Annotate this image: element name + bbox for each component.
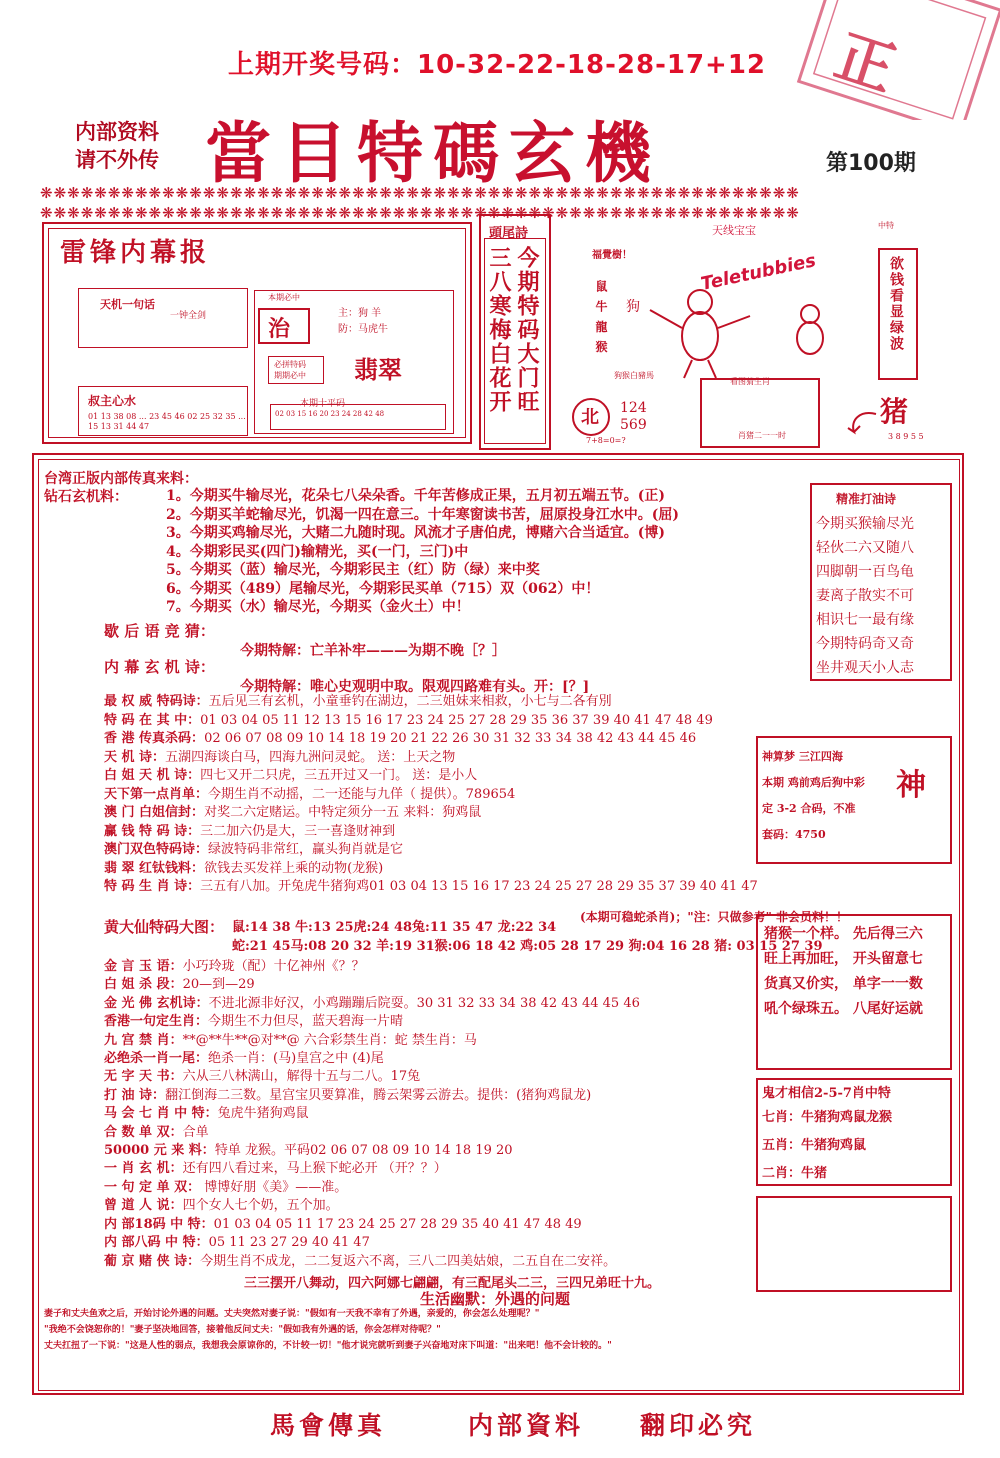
guess-sub: 肖猪二一一时 bbox=[738, 431, 786, 440]
stamp-char: 正 bbox=[827, 21, 904, 105]
mid-poem-line: 旺上再加旺， 开头留意七 bbox=[764, 951, 923, 967]
row-text: 博博好朋《美》——准。 bbox=[200, 1179, 348, 1195]
row-label: 内 部18码 中 特： bbox=[104, 1216, 214, 1232]
row-text: 20—到—29 bbox=[182, 977, 255, 993]
row-text: **@**牛**@对**@ 六合彩禁生肖：蛇 禁生肖：马 bbox=[182, 1032, 477, 1048]
row-label: 曾 道 人 说： bbox=[104, 1198, 183, 1214]
jing-line1: 必拼特码 bbox=[274, 360, 306, 369]
info-row bbox=[104, 1105, 640, 1123]
zodiac-lines bbox=[338, 306, 388, 338]
star-divider-top: ❋❋❋❋❋❋❋❋❋❋❋❋❋❋❋❋❋❋❋❋❋❋❋❋❋❋❋❋❋❋❋❋❋❋❋❋❋❋❋❋❋❋❋❋❋❋❋❋❋❋❋❋❋❋❋❋ bbox=[40, 184, 800, 202]
gui-lines bbox=[762, 1104, 892, 1188]
info-row bbox=[104, 1032, 640, 1050]
diamond-items bbox=[166, 487, 679, 617]
pingma-label: 本期十平码 bbox=[300, 399, 346, 409]
diamond-item: 1。今期买牛输尽光，花朵七八朵朵香。千年苦修成正果，五月初五端五节。(正) bbox=[166, 488, 665, 504]
row-text: 六从三八林满山，解得十五与二八。17兔 bbox=[182, 1069, 421, 1085]
info-row bbox=[104, 823, 758, 842]
right-vert-text: 欲钱看显绿波 bbox=[888, 256, 904, 352]
row-label: 打 油 诗： bbox=[104, 1087, 166, 1103]
row-label: 葡 京 赌 侠 诗： bbox=[104, 1253, 201, 1269]
last-poem-line: 三三摆开八舞动，四六阿娜七翩翩，有三配尾头二三，三四兄弟旺十九。 bbox=[244, 1276, 661, 1291]
side-poem-line: 相识七一最有缘 bbox=[816, 612, 914, 628]
row-label: 最 权 威 特码诗： bbox=[104, 694, 209, 709]
teletubbies-top: 天线宝宝 bbox=[712, 224, 756, 237]
huang-note: (本期可稳蛇杀肖)；"注：只做参考" 非会员料！！ bbox=[580, 910, 849, 924]
star-divider-bottom: ❋❋❋❋❋❋❋❋❋❋❋❋❋❋❋❋❋❋❋❋❋❋❋❋❋❋❋❋❋❋❋❋❋❋❋❋❋❋❋❋❋❋❋❋❋❋❋❋❋❋❋❋❋❋❋❋ bbox=[40, 204, 800, 222]
row-label: 香 港 传真杀码： bbox=[104, 731, 205, 746]
diamond-item: 4。今期彩民买(四门)输精光，买(一门，三门)中 bbox=[166, 543, 469, 560]
side-poem-title: 精准打油诗 bbox=[836, 492, 897, 506]
jing-text bbox=[274, 359, 306, 381]
row-label: 内 部八码 中 特： bbox=[104, 1235, 209, 1251]
pingma-numbers: 02 03 15 16 20 23 24 28 42 48 bbox=[275, 410, 385, 418]
neimu-title: 雷锋内幕报 bbox=[60, 238, 211, 268]
humor-title: 生活幽默：外遇的问题 bbox=[420, 1290, 571, 1308]
info-row bbox=[104, 1087, 640, 1105]
row-text: 欲钱去买发祥上乘的动物(龙猴) bbox=[204, 860, 384, 876]
info-row bbox=[104, 1068, 640, 1086]
zodiac-guard: 防：马虎牛 bbox=[338, 324, 388, 335]
diamond-item: 3。今期买鸡输尽光，大赌二九随时现。风流才子唐伯虎，博赌六合当适宜。(博) bbox=[166, 525, 665, 541]
row-label: 赢 钱 特 码 诗： bbox=[104, 823, 201, 839]
main-title: 當目特碼玄機 bbox=[205, 114, 661, 192]
rows-block-1 bbox=[104, 693, 758, 897]
huang-line1: 鼠:14 38 牛:13 25虎:24 48兔:11 35 47 龙:22 34 bbox=[232, 920, 557, 935]
zhu-char: 猪 bbox=[880, 395, 909, 428]
row-text: 今期生肖不动摇，二一还能与九佯（ 提供）。789654 bbox=[208, 786, 516, 802]
info-row bbox=[104, 1142, 640, 1160]
bei-number-2: 569 bbox=[620, 417, 647, 433]
corner-stamp bbox=[790, 0, 1000, 120]
mid-poem-line: 猪猴一个样。 先后得三六 bbox=[764, 926, 923, 942]
pic-mid-label: 狗猴白豬馬 bbox=[614, 371, 654, 380]
diamond-item: 7。今期买（水）输尽光，今期买（金火土）中！ bbox=[166, 599, 470, 615]
info-row bbox=[104, 712, 758, 731]
bei-char: 北 bbox=[581, 407, 599, 428]
info-row bbox=[104, 1197, 640, 1215]
gou-label: 狗 bbox=[626, 299, 640, 315]
row-text: 01 03 04 05 11 17 23 24 25 27 28 29 35 40 41 47 48 49 bbox=[213, 1216, 582, 1232]
row-text: 四个女人七个奶，五个加。 bbox=[182, 1198, 339, 1214]
side-poem-line: 坐井观天小人志 bbox=[816, 660, 914, 676]
zhu-sub: 3 8 9 5 5 bbox=[888, 432, 924, 441]
shen-line: 定 3-2 合码，不准 bbox=[762, 802, 856, 815]
row-text: 还有四八看过来，马上猴下蛇必开 （开？？） bbox=[182, 1161, 447, 1177]
bei-numbers bbox=[620, 400, 647, 434]
intro-line1: 台湾正版内部传真来料： bbox=[44, 471, 198, 487]
bei-number-1: 124 bbox=[620, 400, 647, 416]
row-text: 小巧玲珑（配）十亿神州《？？ bbox=[182, 959, 365, 974]
row-text: 翻江倒海二三数。星宫宝贝要算准，腾云架雾云游去。提供：(猪狗鸡鼠龙) bbox=[165, 1087, 592, 1103]
row-label: 翡 翠 红钛钱料： bbox=[104, 860, 205, 876]
info-row bbox=[104, 958, 640, 976]
info-row bbox=[104, 1013, 640, 1031]
info-row bbox=[104, 1234, 640, 1252]
teletubbies-figures bbox=[640, 280, 850, 380]
row-text: 不进北源非好汉，小鸡蹦蹦后院耍。30 31 32 33 34 38 42 43 44 45 46 bbox=[208, 995, 640, 1011]
shen-big-char: 神 bbox=[896, 768, 926, 803]
huang-line2: 蛇:21 45马:08 20 32 羊:19 31猴:06 18 42 鸡:05 28 17 29 狗:04 16 28 猪: 03 15 27 39 bbox=[232, 939, 823, 954]
intro-line2: 钻石玄机料： bbox=[44, 489, 128, 505]
neimu-poem-label: 内 幕 玄 机 诗： bbox=[104, 658, 215, 676]
row-label: 金 光 佛 玄机诗： bbox=[104, 995, 209, 1011]
info-row bbox=[104, 1124, 640, 1142]
mid-poem-line: 货真又价实， 单字一一数 bbox=[764, 976, 923, 992]
zhi-char: 治 bbox=[268, 316, 291, 342]
gui-title: 鬼才相信2-5-7肖中特 bbox=[762, 1086, 891, 1101]
acrostic-line2: 三八寒梅白花开 bbox=[486, 246, 512, 414]
mid-poem-line: 吼个绿珠五。 八尾好运就 bbox=[764, 1001, 923, 1017]
row-text: 01 03 04 05 11 12 13 15 16 17 23 24 25 27 28 29 35 36 37 39 40 41 47 48 49 bbox=[200, 712, 713, 728]
side-poem bbox=[816, 512, 914, 680]
info-row bbox=[104, 1216, 640, 1234]
row-text: 四七又开二只虎，三五开过又一门。 送：是小人 bbox=[200, 768, 478, 783]
info-row bbox=[104, 767, 758, 786]
side-poem-line: 妻离子散实不可 bbox=[816, 588, 914, 604]
info-row bbox=[104, 1160, 640, 1178]
neimu-poem-text: 今期特解：唯心史观明中取。限观四路难有头。开：[？] bbox=[240, 679, 590, 695]
info-row bbox=[104, 860, 758, 879]
info-row bbox=[104, 976, 640, 994]
row-label: 必绝杀一肖一尾： bbox=[104, 1051, 209, 1067]
row-text: 五后见三有玄机，小童垂钓在湖边，二三姐妹来相救，小七与二各有別 bbox=[208, 694, 612, 709]
ben-label: 本期必中 bbox=[268, 293, 300, 302]
info-row bbox=[104, 1253, 640, 1271]
row-label: 香港一句定生肖： bbox=[104, 1014, 209, 1030]
gui-line: 二肖：牛猪 bbox=[762, 1166, 828, 1181]
internal-note-line2: 请不外传 bbox=[75, 147, 159, 172]
arrow-icon bbox=[846, 406, 880, 436]
row-text: 兔虎牛猪狗鸡鼠 bbox=[217, 1106, 309, 1122]
info-row bbox=[104, 786, 758, 805]
diamond-item: 2。今期买羊蛇输尽光，饥渴一四在意三。十年寒窗读书苦，屈原投身江水中。(屈) bbox=[166, 506, 679, 523]
zodiac-main: 主：狗 羊 bbox=[338, 308, 382, 319]
internal-note-line1: 内部资料 bbox=[75, 119, 159, 144]
info-row bbox=[104, 804, 758, 823]
row-label: 金 言 玉 语： bbox=[104, 959, 183, 974]
row-label: 天 机 诗： bbox=[104, 749, 166, 765]
humor-story bbox=[44, 1306, 612, 1354]
gui-line: 五肖：牛猪狗鸡鼠 bbox=[762, 1138, 867, 1153]
row-text: 绝杀一肖：(马)皇宫之中 (4)尾 bbox=[208, 1051, 384, 1067]
info-row bbox=[104, 1179, 640, 1197]
row-label: 一 肖 玄 机： bbox=[104, 1161, 183, 1177]
xiehou-text: 今期特解：亡羊补牢———为期不晚［？］ bbox=[240, 643, 506, 659]
row-label: 澳 门 白姐信封： bbox=[104, 805, 205, 820]
xin-label: 叔主心水 bbox=[88, 394, 137, 408]
acrostic-line1: 今期特码大门旺 bbox=[514, 246, 540, 414]
row-text: 今期生肖不成龙，二二复返六不离，三八二四美姑娘，二五自在二安祥。 bbox=[200, 1253, 617, 1269]
zhong-label: 中特 bbox=[878, 221, 894, 230]
xin-numbers: 01 13 38 08 ... 23 45 46 02 25 32 35 ... 15 13 31 44 47 bbox=[88, 412, 246, 431]
side-poem-line: 今期特码奇又奇 bbox=[816, 636, 914, 652]
footer-left: 馬會傳真 bbox=[270, 1411, 387, 1440]
row-text: 三二加六仍是大，三一喜逢财神到 bbox=[200, 823, 396, 839]
info-row bbox=[104, 878, 758, 897]
row-text: 05 11 23 27 29 40 41 47 bbox=[208, 1235, 370, 1251]
row-label: 无 字 天 书： bbox=[104, 1069, 183, 1085]
diamond-item: 5。今期买（蓝）输尽光，今期彩民主（红）防（绿）来中奖 bbox=[166, 562, 540, 578]
row-text: 绿波特码非常红，赢头狗肖就是它 bbox=[208, 842, 404, 857]
row-text: 三五有八加。开兔虎牛猪狗鸡01 03 04 13 15 16 17 23 24 25 27 28 29 35 37 39 40 41 47 bbox=[200, 879, 758, 894]
tianji-label: 天机一句话 bbox=[100, 298, 155, 311]
row-label: 九 宫 禁 肖： bbox=[104, 1032, 183, 1048]
side-poem-line: 四脚朝一百鸟龟 bbox=[816, 564, 914, 580]
row-label: 马 会 七 肖 中 特： bbox=[104, 1106, 218, 1122]
footer-mid: 内部資料 bbox=[468, 1411, 585, 1440]
tianji-sub: 一钟全剑 bbox=[170, 311, 207, 321]
fuyunshu-label: 福覺樹！ bbox=[592, 250, 632, 261]
row-text: 今期生不力但尽，蓝天碧海一片晴 bbox=[208, 1014, 404, 1030]
row-label: 白 姐 杀 段： bbox=[104, 977, 183, 993]
side-poem-line: 轻伙二六又随八 bbox=[816, 540, 914, 556]
row-label: 白 姐 天 机 诗： bbox=[104, 768, 201, 783]
info-row bbox=[104, 841, 758, 860]
info-row bbox=[104, 693, 758, 712]
rows-block-2 bbox=[104, 958, 640, 1271]
picture-zodiac: 鼠 牛 龍 猴 bbox=[594, 280, 608, 355]
gui-line: 七肖：牛猪狗鸡鼠龙猴 bbox=[762, 1110, 893, 1125]
row-text: 02 06 07 08 09 10 14 18 19 20 21 22 26 30 31 32 33 34 38 42 43 44 45 46 bbox=[204, 731, 697, 746]
row-text: 合单 bbox=[182, 1124, 209, 1140]
internal-note bbox=[75, 118, 159, 174]
story-line: 妻子和丈夫鱼欢之后，开始讨论外遇的问题。丈夫突然对妻子说："假如有一天我不幸有了外遇，亲爱的，你会怎么处理呢？" bbox=[44, 1309, 540, 1319]
bei-sub: 7+8=0=? bbox=[586, 436, 626, 445]
blank-box bbox=[756, 1196, 952, 1292]
acrostic-title: 頭尾詩 bbox=[489, 226, 529, 241]
diamond-item: 6。今期买（489）尾输尽光，今期彩民买单（715）双（062）中！ bbox=[166, 580, 600, 597]
row-text: 五湖四海谈白马，四海九洲问灵蛇。 送：上天之物 bbox=[165, 749, 456, 765]
teletubbies-logo: Teletubbies bbox=[699, 250, 818, 295]
info-row bbox=[104, 749, 758, 768]
xiehou-label: 歇 后 语 竞 猜： bbox=[104, 622, 215, 640]
row-label: 一 句 定 单 双： bbox=[104, 1179, 201, 1195]
guess-label: 看图猜生肖 bbox=[730, 377, 770, 386]
side-poem-line: 今期买猴输尽光 bbox=[816, 516, 914, 532]
story-line: 丈夫扛扭了一下说："这是人性的弱点，我想我会原谅你的，不计较一切！"他才说完就听到妻子兴奋地对床下叫道："出来吧！他不会计较的。" bbox=[44, 1341, 612, 1351]
info-row bbox=[104, 995, 640, 1013]
issue-number: 第100期 bbox=[826, 151, 916, 176]
row-text: 对奖二六定赌运。中特定须分一五 来料：狗鸡鼠 bbox=[204, 805, 482, 820]
mid-poem bbox=[764, 922, 923, 1022]
shen-text bbox=[762, 744, 865, 848]
shen-line: 套码：4750 bbox=[762, 828, 826, 841]
huang-label: 黄大仙特码大图： bbox=[104, 918, 225, 936]
row-text: 特单 龙猴。平码02 06 07 08 09 10 14 18 19 20 bbox=[214, 1143, 513, 1159]
shen-line: 本期 鸡前鸡后狗中彩 bbox=[762, 776, 865, 789]
row-label: 特 码 生 肖 诗： bbox=[104, 879, 201, 894]
info-row bbox=[104, 1050, 640, 1068]
jing-line2: 期期必中 bbox=[274, 371, 306, 380]
row-label: 澳门双色特码诗： bbox=[104, 842, 209, 857]
info-row bbox=[104, 730, 758, 749]
row-label: 50000 元 来 料： bbox=[104, 1143, 215, 1159]
feicui-text: 翡翠 bbox=[354, 355, 402, 384]
row-label: 合 数 单 双： bbox=[104, 1124, 183, 1140]
row-label: 特 码 在 其 中： bbox=[104, 712, 201, 728]
last-draw-numbers: 上期开奖号码：10-32-22-18-28-17+12 bbox=[228, 50, 767, 80]
row-label: 天下第一点肖单： bbox=[104, 786, 209, 802]
footer-right: 翻印必究 bbox=[640, 1411, 757, 1440]
shen-line: 神算梦 三江四海 bbox=[762, 750, 843, 763]
story-line: "我绝不会饶恕你的！"妻子坚决地回答，接着他反问丈夫："假如我有外遇的话，你会怎样对待呢？" bbox=[44, 1325, 441, 1335]
